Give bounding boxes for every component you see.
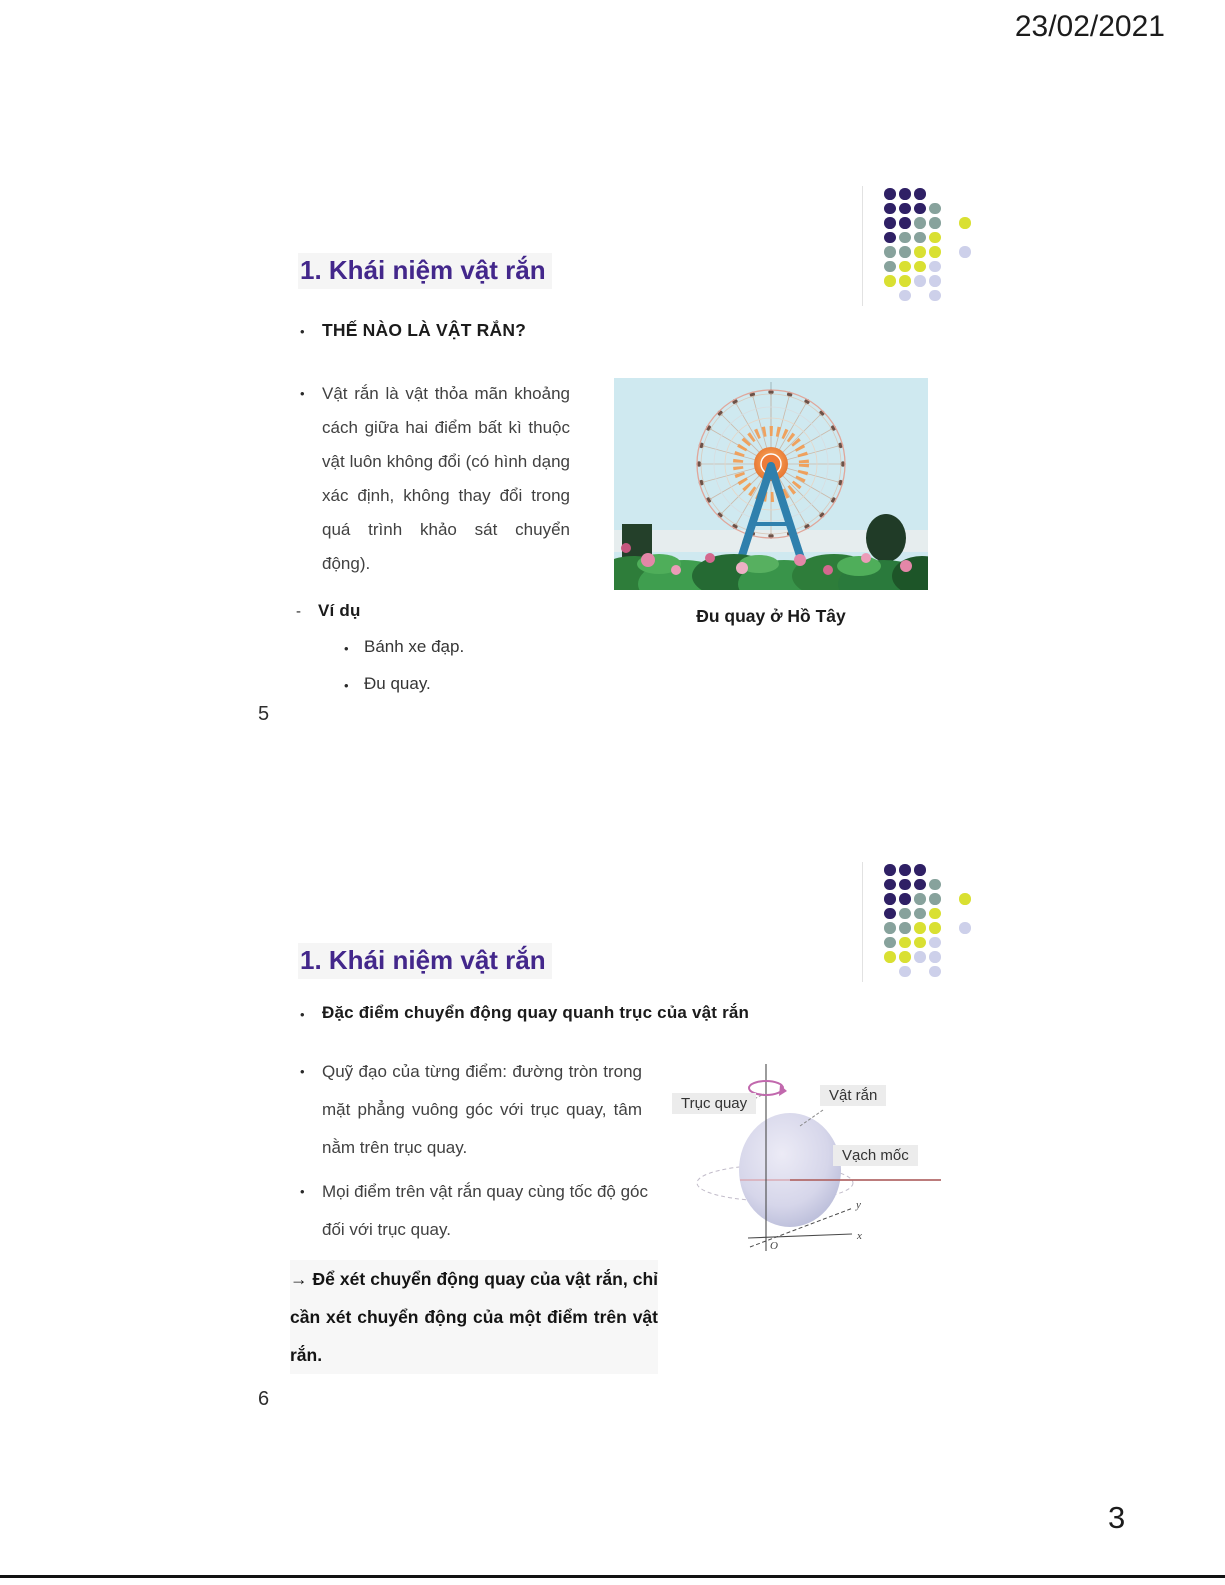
bullet-icon: •: [300, 1184, 305, 1199]
origin-label: O: [770, 1240, 778, 1252]
y-axis-label: y: [856, 1199, 861, 1211]
point-bullet: [300, 1053, 642, 1167]
dash-icon: -: [296, 603, 301, 620]
example-text: Bánh xe đạp.: [364, 637, 465, 656]
body-label: Vật rắn: [820, 1085, 886, 1106]
question-text: THẾ NÀO LÀ VẬT RẮN?: [322, 320, 527, 340]
heading-text: Đặc điểm chuyển động quay quanh trục của vật rắn: [322, 1003, 750, 1022]
bottom-rule: [0, 1575, 1225, 1578]
point-bullet: [300, 1173, 648, 1249]
axis-label: Trục quay: [672, 1093, 756, 1114]
slide-title: 1. Khái niệm vật rắn: [298, 253, 552, 289]
slide-number: 5: [258, 703, 270, 725]
bullet-icon: •: [300, 324, 305, 339]
point-text: Mọi điểm trên vật rắn quay cùng tốc độ góc đối với trục quay.: [322, 1182, 649, 1239]
examples-heading: [296, 601, 361, 623]
example-item: [344, 637, 464, 661]
examples-label: Ví dụ: [318, 601, 361, 620]
x-axis-label: x: [857, 1230, 862, 1242]
dots-logo: [884, 864, 974, 980]
example-item: [344, 674, 431, 698]
bullet-icon: •: [344, 678, 349, 693]
definition-bullet: [300, 377, 570, 581]
bullet-icon: •: [300, 1064, 305, 1079]
point-text: Quỹ đạo của từng điểm: đường tròn trong mặt phẳng vuông góc với trục quay, tâm nằm trên trục quay.: [322, 1062, 642, 1157]
slide-title: 1. Khái niệm vật rắn: [298, 943, 552, 979]
mark-label: Vạch mốc: [833, 1145, 918, 1166]
header-date: 23/02/2021: [1014, 10, 1165, 43]
bullet-icon: •: [300, 1007, 305, 1022]
page-number: 3: [1108, 1500, 1126, 1535]
definition-text: Vật rắn là vật thỏa mãn khoảng cách giữa hai điểm bất kì thuộc vật luôn không đổi (có hình dạng xác định, không thay đổi trong quá trình khảo sát chuyển động).: [322, 384, 570, 573]
rotation-diagram: [660, 1058, 945, 1263]
conclusion-text: → Để xét chuyển động quay của vật rắn, chỉ cần xét chuyển động của một điểm trên vật rắn.: [290, 1260, 658, 1374]
slide-number: 6: [258, 1388, 270, 1410]
logo-separator: [862, 862, 863, 982]
bullet-icon: •: [300, 386, 305, 401]
ferris-wheel-photo: [614, 378, 928, 590]
question-bullet: [300, 320, 630, 344]
photo-caption: Đu quay ở Hồ Tây: [696, 606, 846, 626]
bullet-icon: •: [344, 641, 349, 656]
logo-separator: [862, 186, 863, 306]
heading-bullet: [300, 1003, 860, 1027]
example-text: Đu quay.: [364, 674, 431, 693]
dots-logo: [884, 188, 974, 304]
